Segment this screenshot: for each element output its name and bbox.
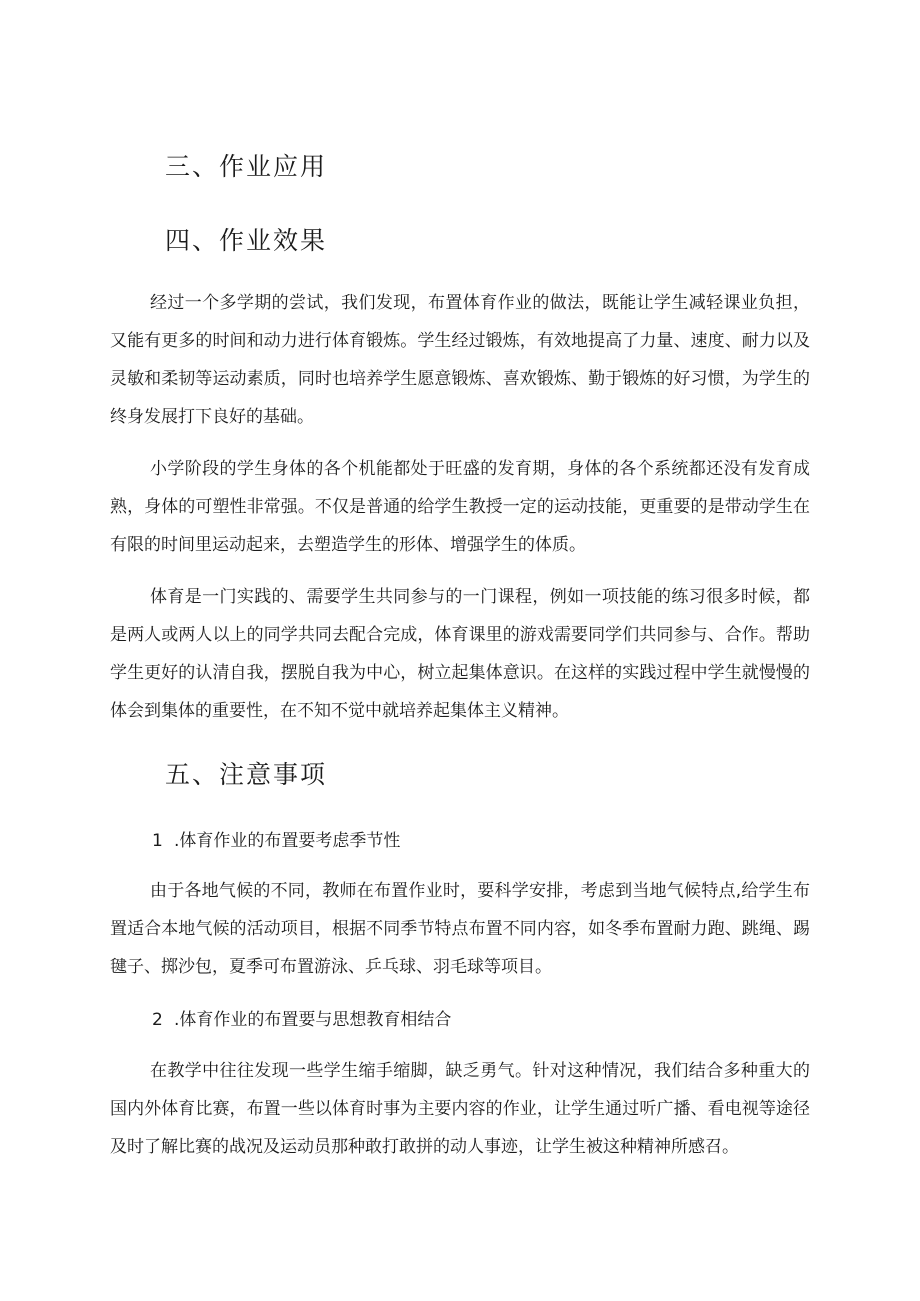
item-2-heading — [152, 1008, 451, 1032]
section-4-title: 四、作业效果 — [165, 226, 328, 255]
section-4-paragraph-3: 体育是一门实践的、需要学生共同参与的一门课程，例如一项技能的练习很多时候，都是两人或两人以上的同学共同去配合完成，体育课里的游戏需要同学们共同参与、合作。帮助学生更好的认清自我，摆脱自我为中心，树立起集体意识。在这样的实践过程中学生就慢慢的体会到集体的重要性，在不知不觉中就培养起集体主义精神。 — [110, 587, 810, 721]
item-1-number: 1 — [152, 831, 163, 851]
item-1-heading — [152, 829, 400, 853]
section-4-paragraph-2: 小学阶段的学生身体的各个机能都处于旺盛的发育期，身体的各个系统都还没有发育成熟，身体的可塑性非常强。不仅是普通的给学生教授一定的运动技能，更重要的是带动学生在有限的时间里运动起来，去塑造学生的形体、增强学生的体质。 — [110, 459, 810, 555]
section-5-title: 五、注意事项 — [165, 760, 328, 789]
section-4-paragraph-1: 经过一个多学期的尝试，我们发现，布置体育作业的做法，既能让学生减轻课业负担，又能有更多的时间和动力进行体育锻炼。学生经过锻炼，有效地提高了力量、速度、耐力以及灵敏和柔韧等运动素质，同时也培养学生愿意锻炼、喜欢锻炼、勤于锻炼的好习惯，为学生的终身发展打下良好的基础。 — [110, 293, 810, 427]
item-2-number: 2 — [152, 1010, 163, 1030]
item-1-heading-text: .体育作业的布置要考虑季节性 — [174, 831, 401, 851]
item-2-heading-text: .体育作业的布置要与思想教育相结合 — [174, 1010, 452, 1030]
item-1-paragraph: 由于各地气候的不同，教师在布置作业时，要科学安排，考虑到当地气候特点,给学生布置适合本地气候的活动项目，根据不同季节特点布置不同内容，如冬季布置耐力跑、跳绳、踢毽子、掷沙包，夏季可布置游泳、乒乓球、羽毛球等项目。 — [110, 881, 810, 977]
item-2-paragraph: 在教学中往往发现一些学生缩手缩脚，缺乏勇气。针对这种情况，我们结合多种重大的国内外体育比赛，布置一些以体育时事为主要内容的作业，让学生通过听广播、看电视等途径及时了解比赛的战况及运动员那种敢打敢拼的动人事迹，让学生被这种精神所感召。 — [110, 1061, 810, 1157]
section-3-title: 三、作业应用 — [165, 152, 328, 181]
